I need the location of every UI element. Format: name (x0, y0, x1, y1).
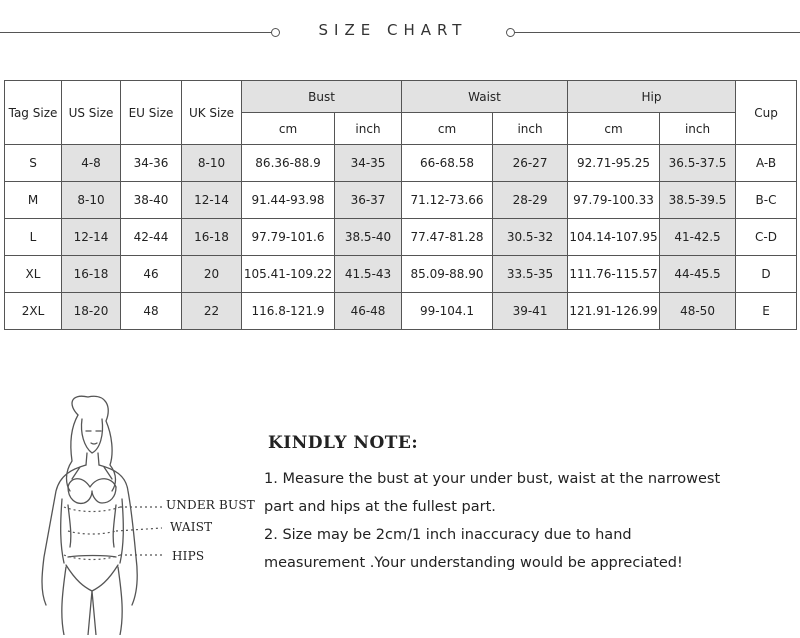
note-line-4: measurement .Your understanding would be appreciated! (264, 555, 683, 571)
table-cell: 34-36 (121, 145, 182, 182)
table-cell: 105.41-109.22 (242, 256, 335, 293)
table-cell: 44-45.5 (660, 256, 736, 293)
table-cell: 97.79-100.33 (568, 182, 660, 219)
table-cell: XL (5, 256, 62, 293)
subheader-hip-inch: inch (660, 113, 736, 145)
page-title: SIZE CHART (318, 21, 468, 39)
header-bust: Bust (242, 81, 402, 113)
note-line-1: 1. Measure the bust at your under bust, waist at the narrowest (264, 471, 721, 487)
table-cell: 36.5-37.5 (660, 145, 736, 182)
header-line-right (514, 32, 800, 33)
table-cell: 111.76-115.57 (568, 256, 660, 293)
label-hips: HIPS (172, 549, 205, 563)
table-cell: 97.79-101.6 (242, 219, 335, 256)
header-eu-size: EU Size (121, 81, 182, 145)
table-cell: 39-41 (493, 293, 568, 330)
size-chart-header (0, 18, 800, 48)
table-cell: 28-29 (493, 182, 568, 219)
subheader-hip-cm: cm (568, 113, 660, 145)
table-cell: 22 (182, 293, 242, 330)
header-cup: Cup (736, 81, 797, 145)
table-cell: B-C (736, 182, 797, 219)
table-row (5, 219, 797, 256)
table-cell: 2XL (5, 293, 62, 330)
table-cell: 104.14-107.95 (568, 219, 660, 256)
table-cell: 66-68.58 (402, 145, 493, 182)
subheader-bust-cm: cm (242, 113, 335, 145)
table-cell: 16-18 (182, 219, 242, 256)
woman-sketch-icon (20, 395, 270, 635)
table-cell: 30.5-32 (493, 219, 568, 256)
header-tag-size: Tag Size (5, 81, 62, 145)
table-cell: 16-18 (62, 256, 121, 293)
label-waist: WAIST (170, 520, 213, 534)
subheader-waist-cm: cm (402, 113, 493, 145)
table-cell: 41-42.5 (660, 219, 736, 256)
table-cell: M (5, 182, 62, 219)
body-measurement-figure (20, 395, 270, 635)
table-row (5, 145, 797, 182)
table-cell: S (5, 145, 62, 182)
note-title: KINDLY NOTE: (268, 433, 419, 453)
table-cell: C-D (736, 219, 797, 256)
table-cell: 91.44-93.98 (242, 182, 335, 219)
table-cell: 38.5-40 (335, 219, 402, 256)
note-line-3: 2. Size may be 2cm/1 inch inaccuracy due to hand (264, 527, 632, 543)
table-cell: 38-40 (121, 182, 182, 219)
table-cell: 77.47-81.28 (402, 219, 493, 256)
header-line-left (0, 32, 272, 33)
table-cell: 85.09-88.90 (402, 256, 493, 293)
subheader-bust-inch: inch (335, 113, 402, 145)
header-dot-left (271, 28, 280, 37)
table-cell: 121.91-126.99 (568, 293, 660, 330)
table-row (5, 293, 797, 330)
table-cell: 86.36-88.9 (242, 145, 335, 182)
table-cell: 42-44 (121, 219, 182, 256)
size-table (4, 80, 797, 330)
table-cell: 41.5-43 (335, 256, 402, 293)
header-waist: Waist (402, 81, 568, 113)
table-cell: 46-48 (335, 293, 402, 330)
table-body (5, 145, 797, 330)
table-cell: 36-37 (335, 182, 402, 219)
table-cell: 12-14 (62, 219, 121, 256)
table-cell: 4-8 (62, 145, 121, 182)
table-cell: 99-104.1 (402, 293, 493, 330)
table-cell: 48 (121, 293, 182, 330)
subheader-waist-inch: inch (493, 113, 568, 145)
table-cell: E (736, 293, 797, 330)
table-cell: 26-27 (493, 145, 568, 182)
table-row (5, 256, 797, 293)
table-cell: 8-10 (182, 145, 242, 182)
table-cell: 46 (121, 256, 182, 293)
table-cell: 38.5-39.5 (660, 182, 736, 219)
table-cell: D (736, 256, 797, 293)
table-cell: 18-20 (62, 293, 121, 330)
header-uk-size: UK Size (182, 81, 242, 145)
table-cell: 71.12-73.66 (402, 182, 493, 219)
table-cell: 34-35 (335, 145, 402, 182)
table-row (5, 182, 797, 219)
table-cell: 12-14 (182, 182, 242, 219)
table-cell: L (5, 219, 62, 256)
table-cell: 48-50 (660, 293, 736, 330)
table-cell: 20 (182, 256, 242, 293)
header-hip: Hip (568, 81, 736, 113)
table-cell: 8-10 (62, 182, 121, 219)
table-cell: 92.71-95.25 (568, 145, 660, 182)
note-line-2: part and hips at the fullest part. (264, 499, 496, 515)
label-under-bust: UNDER BUST (166, 498, 255, 512)
table-cell: A-B (736, 145, 797, 182)
table-cell: 33.5-35 (493, 256, 568, 293)
table-cell: 116.8-121.9 (242, 293, 335, 330)
header-us-size: US Size (62, 81, 121, 145)
